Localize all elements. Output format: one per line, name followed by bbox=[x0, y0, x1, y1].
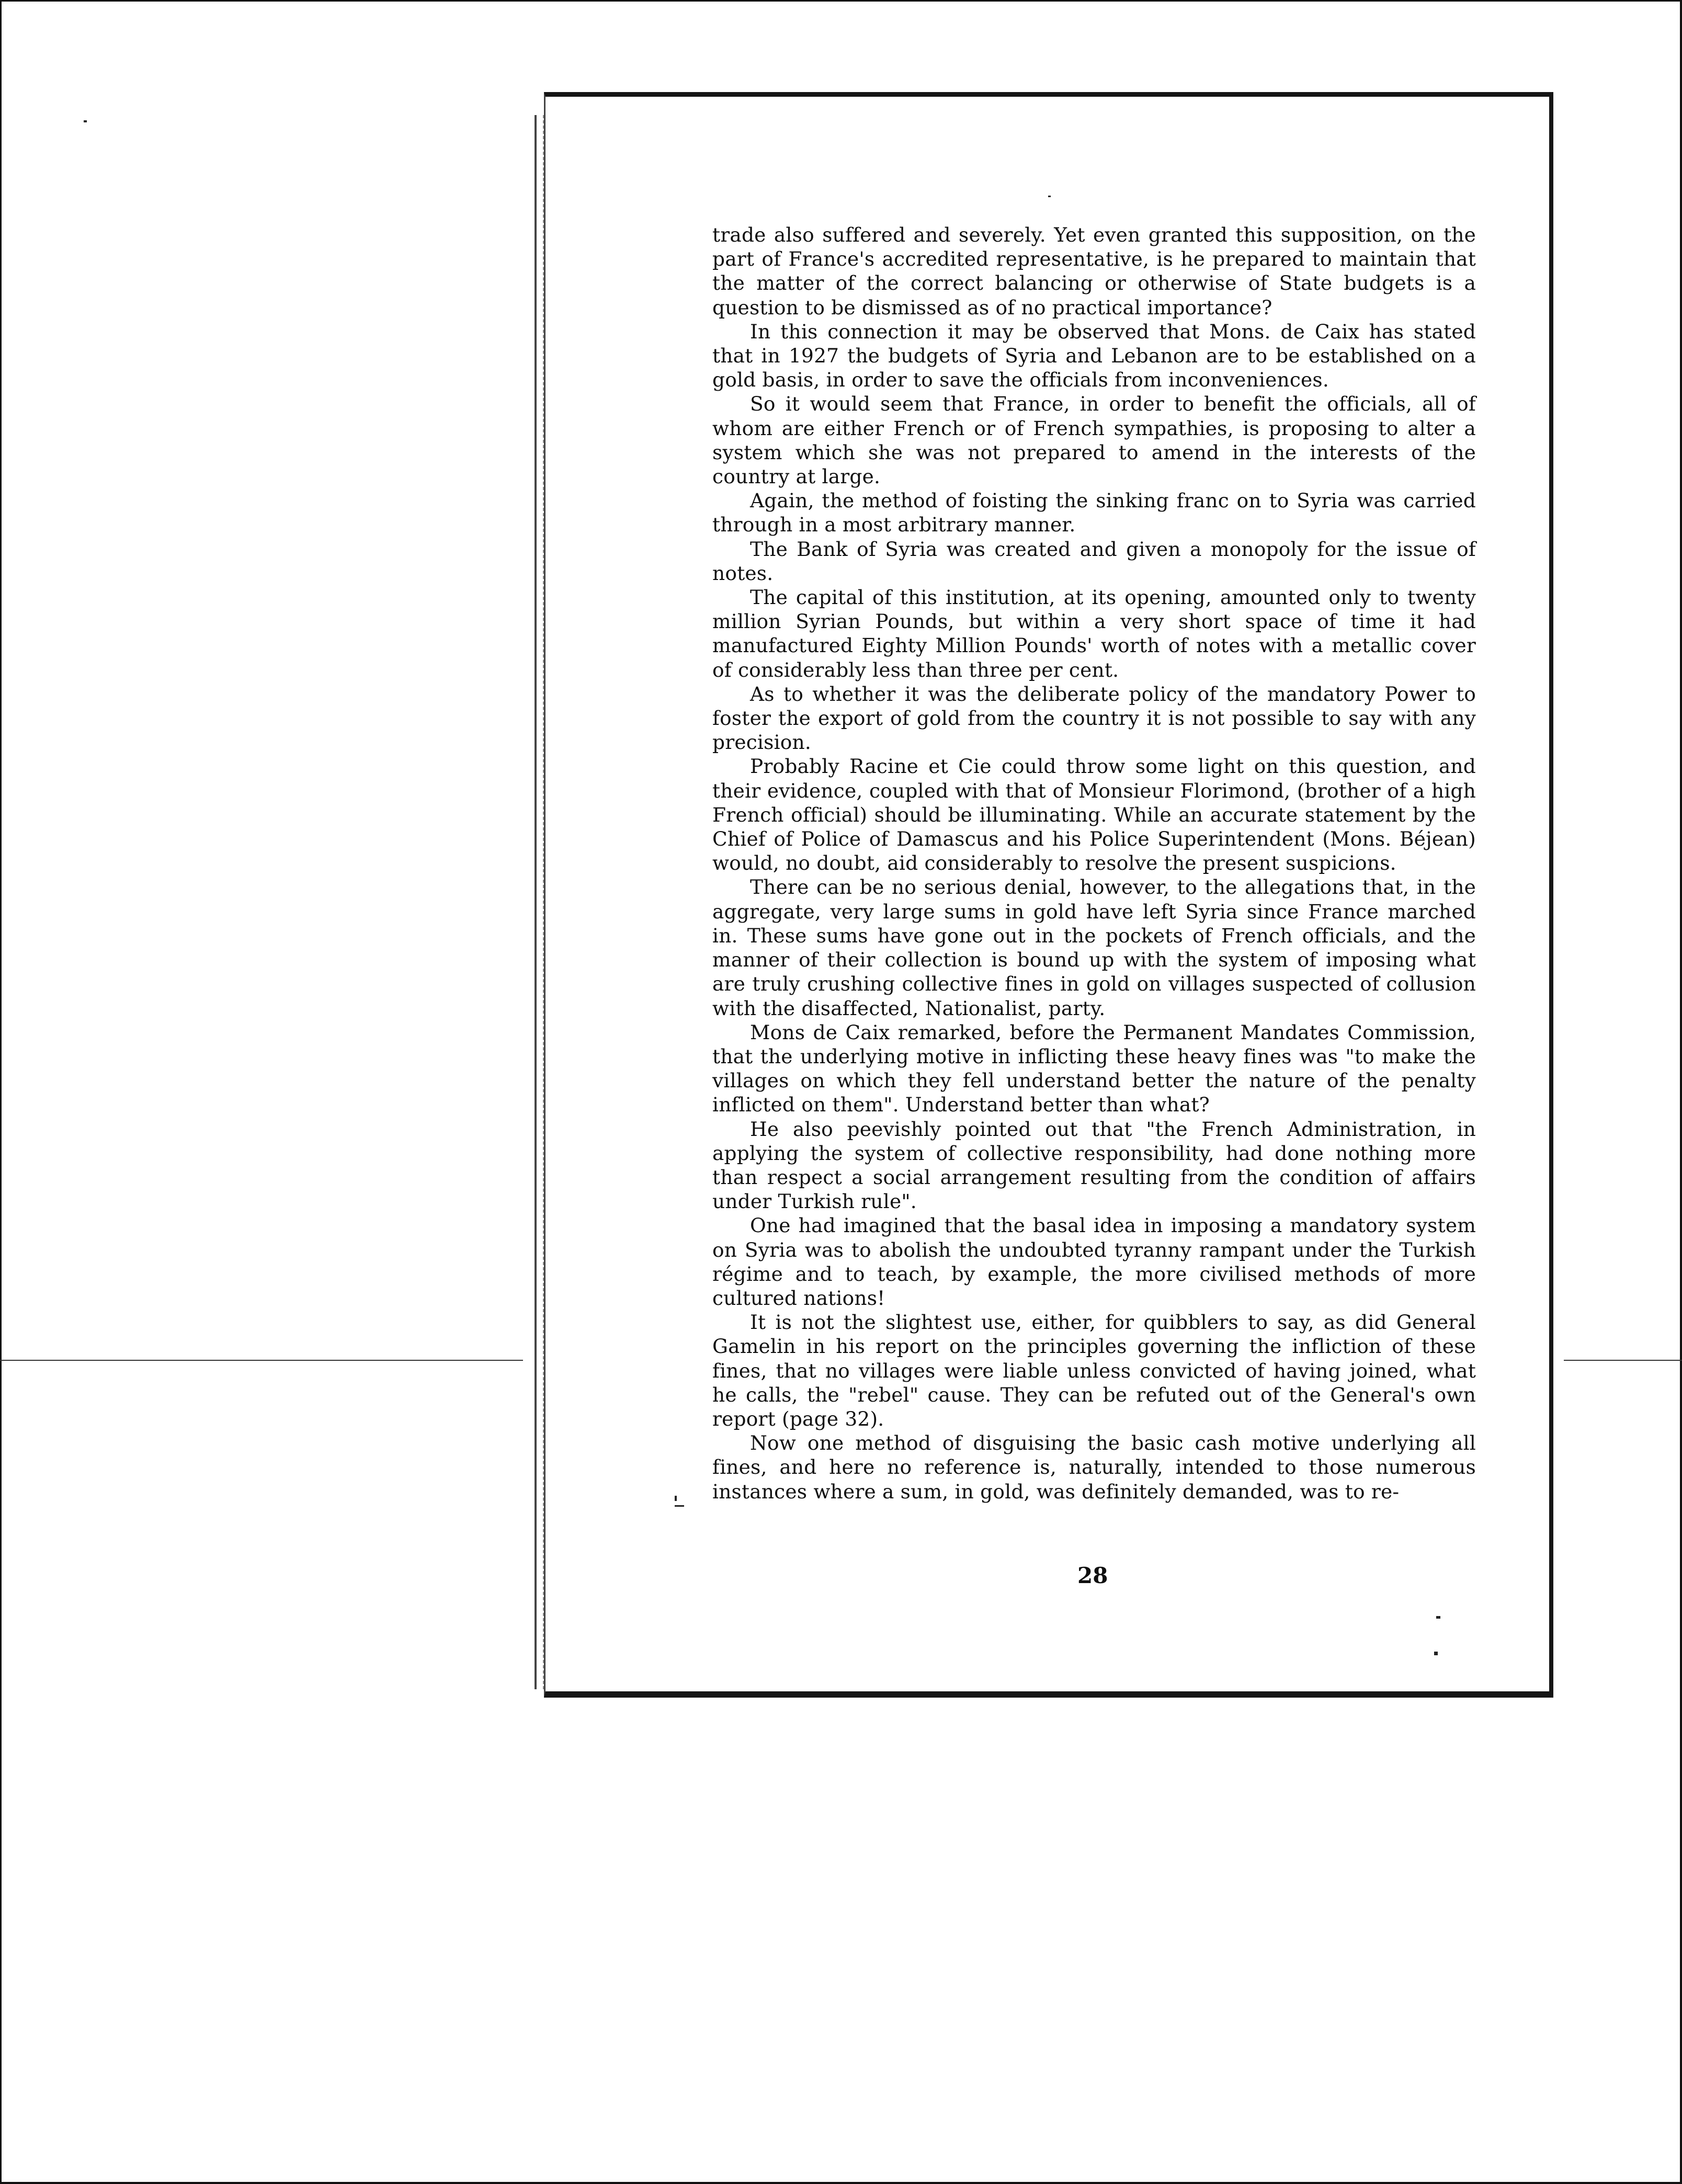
fold-line-left bbox=[0, 1360, 523, 1361]
paragraph: So it would seem that France, in order to benefit the officials, all of whom are either French or of French sympathies, is proposing to alter a system which she was not prepared to amend in the interests of the country at large. bbox=[712, 392, 1476, 488]
scan-speck bbox=[1048, 196, 1051, 197]
paragraph: As to whether it was the deliberate policy of the mandatory Power to foster the export of gold from the country it is not possible to say with any precision. bbox=[712, 682, 1476, 754]
paragraph: In this connection it may be observed that Mons. de Caix has stated that in 1927 the budgets of Syria and Lebanon are to be established on a gold basis, in order to save the officials from inconveniences. bbox=[712, 320, 1476, 392]
fold-line-right bbox=[1564, 1360, 1682, 1361]
paragraph: Probably Racine et Cie could throw some light on this question, and their evidence, coupled with that of Monsieur Florimond, (brother of a high French official) should be illuminating. While an accurate statement by the Chief of Police of Damascus and his Police Superintendent (Mons. Béjean) would, no doubt, aid considerably to resolve the present suspicions. bbox=[712, 755, 1476, 875]
body-text bbox=[712, 223, 1476, 1504]
paragraph: One had imagined that the basal idea in imposing a mandatory system on Syria was to abolish the undoubted tyranny rampant under the Turkish régime and to teach, by example, the more civilised methods of more cultured nations! bbox=[712, 1214, 1476, 1310]
scan-speck bbox=[675, 1505, 684, 1507]
scan-speck bbox=[1436, 1616, 1440, 1619]
paragraph: The Bank of Syria was created and given a monopoly for the issue of notes. bbox=[712, 537, 1476, 585]
paragraph: trade also suffered and severely. Yet even granted this supposition, on the part of France's accredited representative, is he prepared to maintain that the matter of the correct balancing or otherwise of State budgets is a question to be dismissed as of no practical importance? bbox=[712, 223, 1476, 319]
paragraph: It is not the slightest use, either, for quibblers to say, as did General Gamelin in his report on the principles governing the infliction of these fines, that no villages were liable unless convicted of having joined, what he calls, the "rebel" cause. They can be refuted out of the General's own report (page 32). bbox=[712, 1311, 1476, 1430]
paragraph: Now one method of disguising the basic cash motive underlying all fines, and here no reference is, naturally, intended to those numerous instances where a sum, in gold, was definitely demanded, was to re- bbox=[712, 1431, 1476, 1503]
scan-speck bbox=[1434, 1652, 1438, 1655]
paragraph: He also peevishly pointed out that "the French Administration, in applying the system of collective responsibility, had done nothing more than respect a social arrangement resulting from the condition of affairs under Turkish rule". bbox=[712, 1117, 1476, 1213]
page-spine-edge bbox=[535, 115, 544, 1689]
scan-speck bbox=[84, 120, 87, 122]
paragraph: Mons de Caix remarked, before the Permanent Mandates Commission, that the underlying motive in inflicting these heavy fines was "to make the villages on which they fell understand better the nature of the penalty inflicted on them". Understand better than what? bbox=[712, 1020, 1476, 1117]
page-number: 28 bbox=[1077, 1563, 1108, 1588]
scan-speck bbox=[675, 1496, 677, 1501]
paragraph: The capital of this institution, at its opening, amounted only to twenty million Syrian Pounds, but within a very short space of time it had manufactured Eighty Million Pounds' worth of notes with a metallic cover of considerably less than three per cent. bbox=[712, 586, 1476, 681]
paragraph: There can be no serious denial, however, to the allegations that, in the aggregate, very large sums in gold have left Syria since France marched in. These sums have gone out in the pockets of French officials, and the manner of their collection is bound up with the system of imposing what are truly crushing collective fines in gold on villages suspected of collusion with the disaffected, Nationalist, party. bbox=[712, 875, 1476, 1020]
paragraph: Again, the method of foisting the sinking franc on to Syria was carried through in a most arbitrary manner. bbox=[712, 489, 1476, 537]
